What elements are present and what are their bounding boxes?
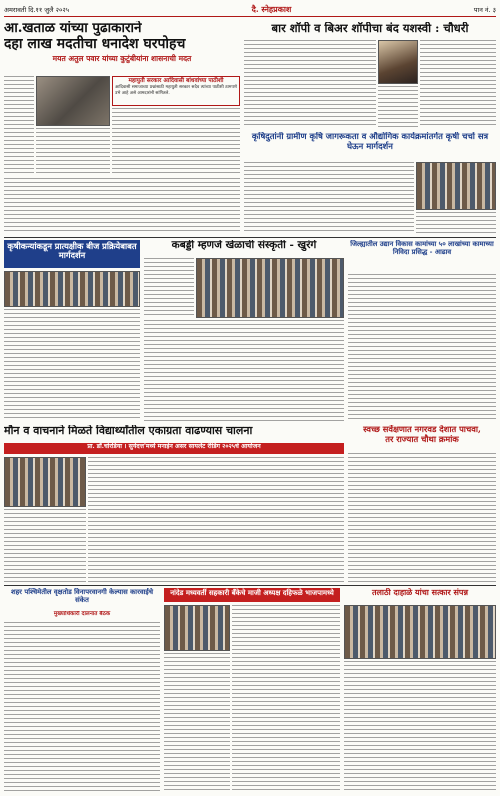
story-1-headline-line-2: दहा लाख मदतीचा धनादेश घरपोहच: [4, 36, 186, 53]
story-1-body-text: [112, 108, 240, 176]
story-5-lead-text: [144, 258, 194, 318]
section-divider-lower: [4, 585, 496, 586]
story-5-headline-block: [144, 240, 344, 256]
story-8-body-text: [348, 453, 496, 582]
story-2-headline-block: [244, 22, 496, 38]
story-9-subhead: मुख्याधिकारी दालनात बैठक: [53, 611, 111, 617]
story-9-headline: शहर पश्चिमेतील वृक्षतोड विनापरवानगी केल्यास कारवाईचे संकेत: [10, 588, 154, 605]
story-7-body-text: [88, 457, 344, 582]
story-1-box-text: आदिवासी समाजाच्या प्रश्नांसाठी महायुती सरकार सदैव त्यांच्या पाठीशी ठामपणे उभे आहे असे आमदारांनी सांगितले.: [115, 85, 237, 96]
masthead: दै. स्नेहप्रकाश: [251, 4, 292, 14]
story-11-headline: तलाठी दाहाळे यांचा सत्कार संपन्न: [371, 588, 469, 597]
story-6-body-text: [348, 274, 496, 421]
story-7-subhead-bar: [4, 443, 344, 454]
story-5-headline: कबड्डी म्हणजे खेळाची संस्कृती - खुरंगे: [171, 240, 317, 251]
story-10-headline-block: [164, 588, 340, 602]
story-10-left-column-text: [164, 653, 230, 792]
story-3-text-under-photo: [416, 212, 496, 234]
issue-date: अमरावती दि.११ जुलै २०२५: [4, 6, 70, 14]
story-7-photo: [4, 457, 86, 507]
story-7-left-column-text: [4, 509, 86, 582]
story-9-body-text: [4, 622, 160, 792]
story-1-photo: [36, 76, 110, 126]
story-9-headline-block: [4, 588, 160, 610]
story-6-headline: जिल्ह्यातील उद्यान विकास कामांच्या ५० लाखांच्या कामाच्या निविदा प्रसिद्ध - आढाव: [350, 240, 494, 257]
story-5-body-text: [144, 320, 344, 421]
story-3-headline: कृषिदुतांनी ग्रामीण कृषि जागरूकता व औद्योगिक कार्यक्रमांतर्गत कृषी चर्चा सत्र घेऊन मार्गदर्शन: [251, 132, 489, 151]
story-2-side-text: [378, 86, 418, 128]
story-1-continued-text: [4, 178, 240, 234]
story-2-portrait-photo: [378, 40, 418, 84]
story-2-right-column: [420, 40, 496, 128]
story-11-headline-block: [344, 588, 496, 602]
story-1-box-title: महायुती सरकार आदिवासी बांधवांच्या पाठीशी: [128, 78, 224, 84]
story-4-headline: कृषीकन्यांकडून प्रात्यक्षीक बीज प्रक्रियेबाबत मार्गदर्शन: [7, 241, 137, 260]
story-1-text-under-photo: [36, 128, 110, 176]
story-10-body-text: [232, 605, 340, 792]
story-11-photo: [344, 605, 496, 659]
story-7-headline-block: [4, 425, 344, 441]
story-7-headline: मौन व वाचनाने मिळते विद्यार्थ्यांतील एकाग्रता वाढण्यास चालना: [4, 425, 253, 437]
story-11-body-text: [344, 661, 496, 792]
story-9-subhead-block: [4, 611, 160, 620]
story-5-photo: [196, 258, 344, 318]
story-3-headline-block: [244, 132, 496, 160]
story-8-headline-block: [348, 425, 496, 451]
story-2-body-text: [244, 40, 376, 128]
story-1-sidebox: [112, 76, 240, 106]
story-4-body-text: [4, 309, 140, 421]
story-7-subhead: प्रा. डॉ.चोरडिया । सुर्यदत्त'मध्ये मनाईन असर सायलेंट रीडिंग २०२५चे आयोजन: [87, 443, 261, 450]
story-10-headline: नांदेड मध्यवर्ती सहकारी बँकेचे माजी अध्यक्ष दहिफळे भाजपामध्ये: [170, 588, 334, 597]
story-4-headline-block: [4, 240, 140, 268]
story-3-group-photo: [416, 162, 496, 210]
story-6-headline-block: [348, 240, 496, 272]
story-3-body-text: [244, 162, 414, 234]
story-8-headline-line-2: तर राज्यात चौथा क्रमांक: [385, 433, 459, 444]
story-2-headline: बार शॉपी व बिअर शॉपीचा बंद यशस्वी : चौधरी: [271, 22, 469, 35]
page-number: पान नं. ३: [473, 6, 496, 14]
story-8-headline-line-1: स्वच्छ सर्वेक्षणात नगरवड देशात पाचवा,: [363, 425, 481, 434]
story-1-subhead: मयत अतुल पवार यांच्या कुटुंबीयांना शासनाची मदत: [52, 53, 192, 63]
page-header: [4, 3, 496, 17]
story-1-column-text: [4, 76, 34, 176]
story-1-headline-line-1: आ.खताळ यांच्या पुढाकाराने: [4, 21, 142, 36]
story-4-photo: [4, 271, 140, 307]
story-1-headline-block: [4, 21, 240, 73]
story-10-photo: [164, 605, 230, 651]
section-divider: [4, 237, 496, 238]
